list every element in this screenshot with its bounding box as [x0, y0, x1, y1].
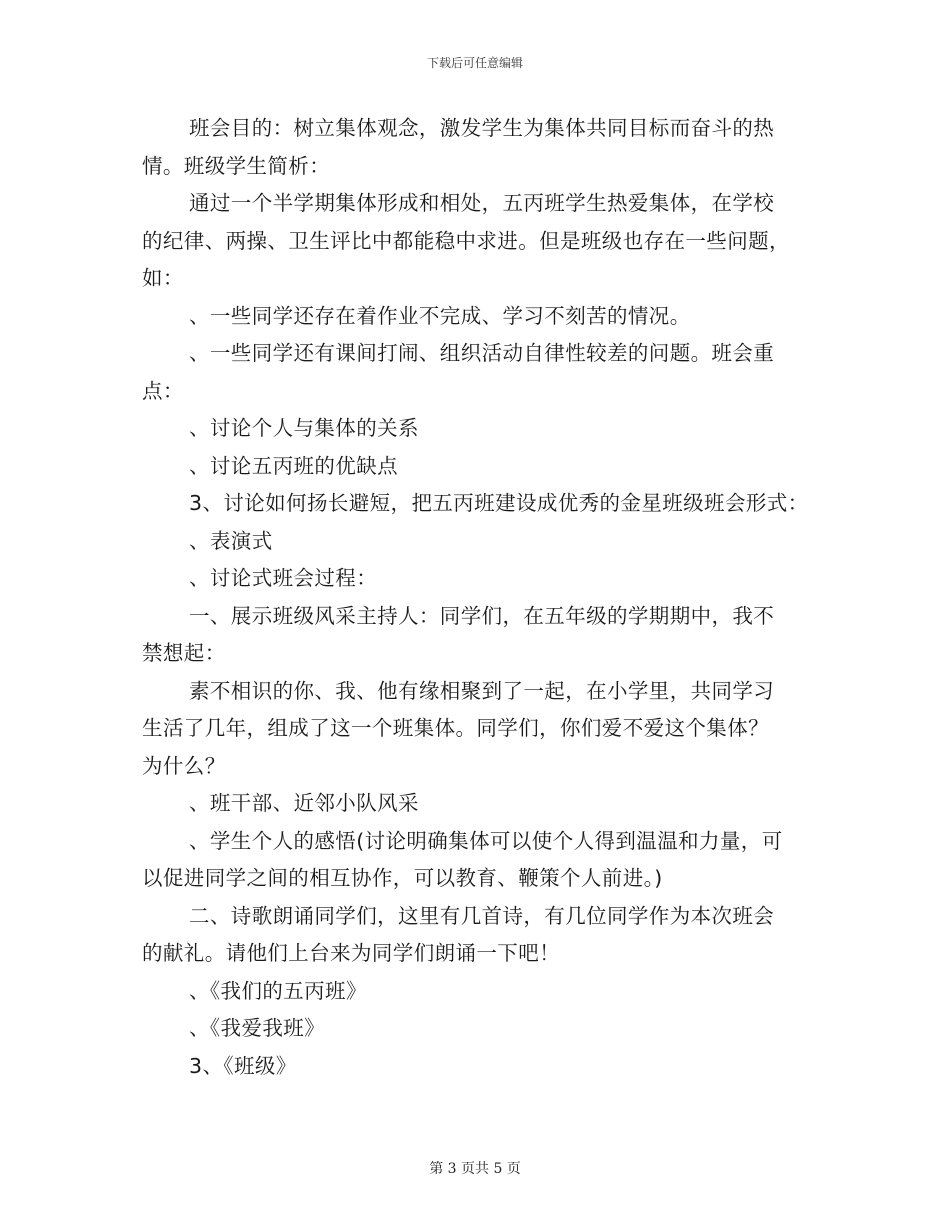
text-line: 3、《班级》 — [189, 1053, 297, 1078]
text-line: 、一些同学还存在着作业不完成、学习不刻苦的情况。 — [189, 303, 691, 328]
text-line: 情。班级学生简析： — [142, 153, 331, 178]
text-line: 如： — [142, 266, 184, 290]
text-line: 、《我爱我班》 — [189, 1016, 326, 1040]
text-line: 点： — [142, 378, 184, 403]
document-body — [142, 110, 822, 1085]
text-line: 为什么？ — [142, 753, 226, 778]
text-line: 、班干部、近邻小队风采 — [189, 791, 419, 815]
text-line: 3、讨论如何扬长避短，把五丙班建设成优秀的金星班级班会形式： — [189, 491, 809, 515]
text-line: 、讨论个人与集体的关系 — [189, 416, 419, 440]
text-line: 通过一个半学期集体形成和相处，五丙班学生热爱集体，在学校 — [189, 191, 775, 215]
text-line: 、讨论式班会过程： — [189, 566, 378, 590]
text-line: 生活了几年，组成了这一个班集体。同学们，你们爱不爱这个集体？ — [142, 716, 769, 740]
text-line: 、一些同学还有课间打闹、组织活动自律性较差的问题。班会重 — [189, 341, 775, 365]
text-line: 班会目的：树立集体观念，激发学生为集体共同目标而奋斗的热 — [189, 116, 775, 140]
text-line: 以促进同学之间的相互协作，可以教育、鞭策个人前进。) — [142, 866, 663, 890]
text-line: 的纪律、两操、卫生评比中都能稳中求进。但是班级也存在一些问题， — [142, 228, 790, 253]
text-line: 二、诗歌朗诵同学们，这里有几首诗，有几位同学作为本次班会 — [189, 903, 775, 928]
text-line: 、学生个人的感悟(讨论明确集体可以使个人得到温温和力量，可 — [189, 828, 783, 853]
text-line: 、讨论五丙班的优缺点 — [189, 453, 398, 478]
text-line: 一、展示班级风采主持人：同学们，在五年级的学期期中，我不 — [189, 603, 775, 628]
text-line: 、《我们的五丙班》 — [189, 978, 367, 1003]
page-number-footer: 第 3 页共 5 页 — [429, 1161, 521, 1177]
text-line: 禁想起： — [142, 641, 226, 665]
text-line: 的献礼。请他们上台来为同学们朗诵一下吧！ — [142, 941, 560, 965]
text-line: 、表演式 — [189, 528, 273, 553]
text-line: 素不相识的你、我、他有缘相聚到了一起，在小学里，共同学习 — [189, 678, 775, 703]
page-header-note: 下载后可任意编辑 — [426, 56, 523, 70]
